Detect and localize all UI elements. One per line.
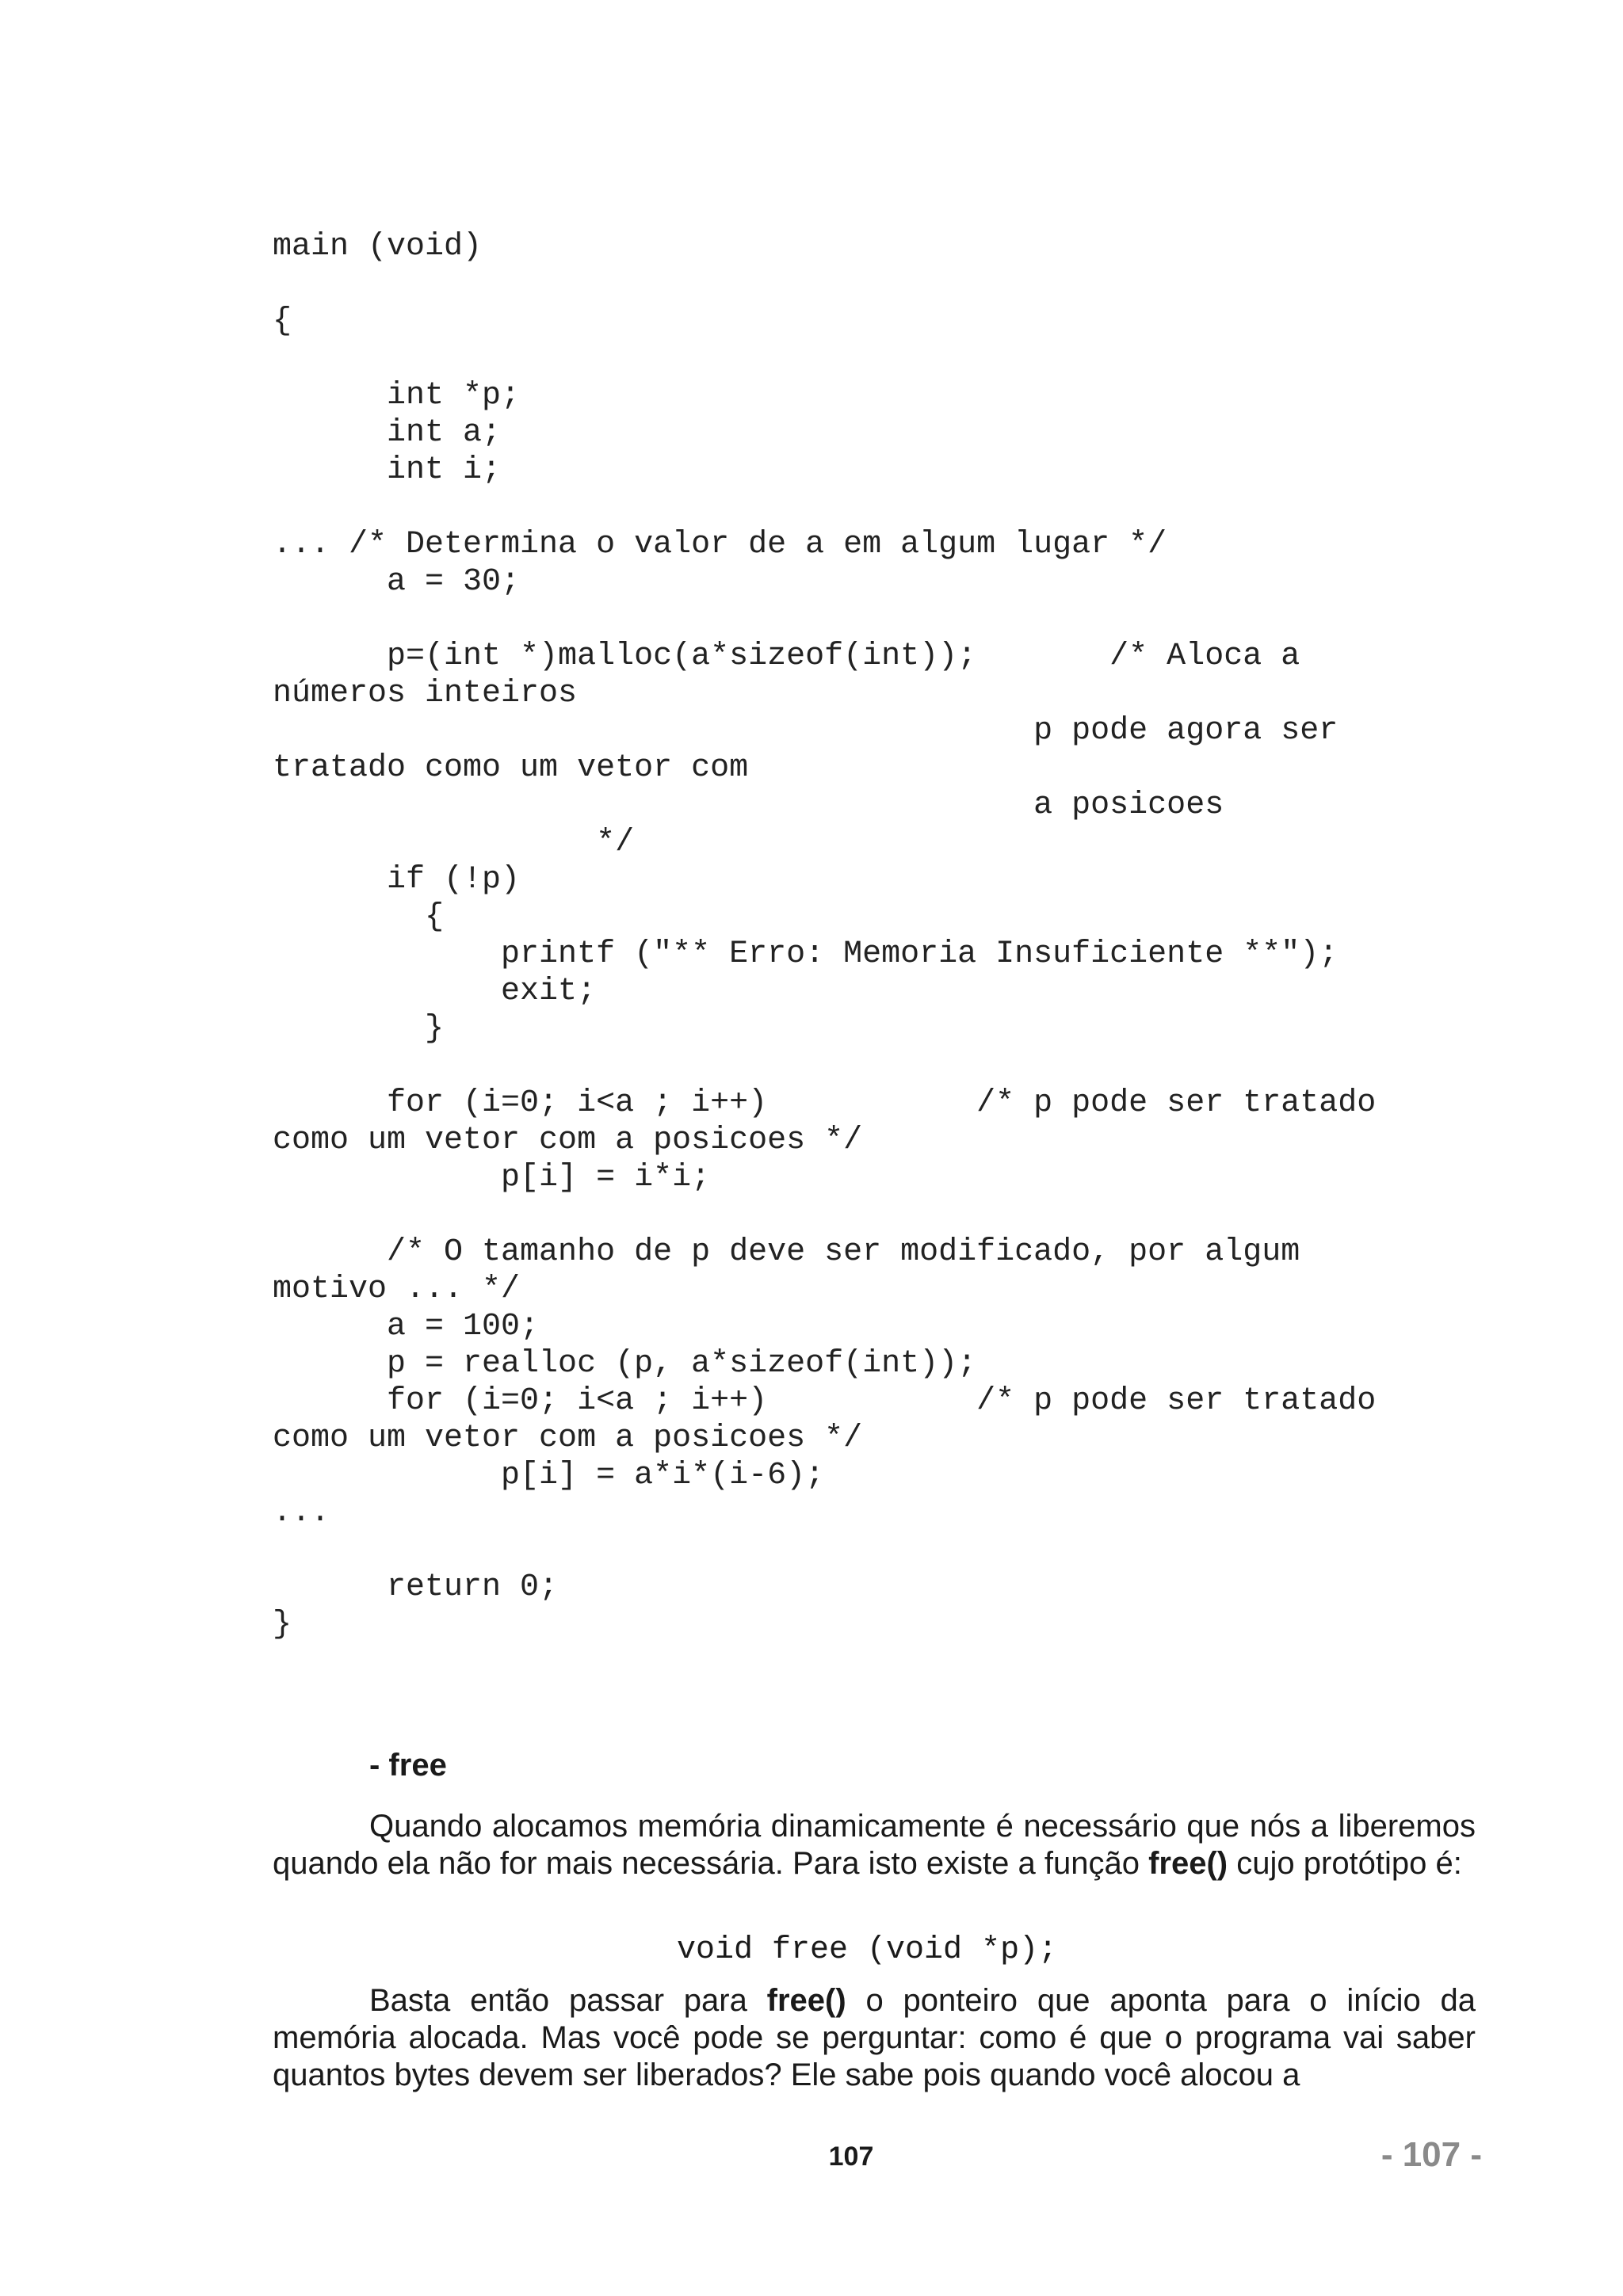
code-listing	[273, 228, 1477, 1643]
code-line: como um vetor com a posicoes */	[273, 1421, 863, 1456]
code-line: a = 30;	[273, 564, 521, 600]
code-line: for (i=0; i<a ; i++) /* p pode ser tratado	[273, 1085, 1377, 1121]
code-line: p[i] = i*i;	[273, 1160, 711, 1196]
code-line: ...	[273, 1495, 330, 1531]
code-line: {	[273, 899, 445, 935]
code-line: */	[273, 825, 635, 860]
paragraph-text: cujo protótipo é:	[1228, 1846, 1462, 1881]
page-number-center: 107	[828, 2142, 874, 2172]
code-line	[273, 1047, 1477, 1085]
code-line: }	[273, 1607, 292, 1642]
code-line	[273, 1196, 1477, 1234]
code-line	[273, 340, 1477, 377]
code-line: p pode agora ser	[273, 713, 1338, 749]
code-line: for (i=0; i<a ; i++) /* p pode ser tratado	[273, 1383, 1377, 1419]
function-name-free: free()	[766, 1983, 846, 2018]
code-line: a posicoes	[273, 788, 1224, 823]
paragraph-text: Quando alocamos memória dinamicamente é necessário que nós a liberemos quando ela não for mais necessária. Para isto existe a função	[273, 1809, 1476, 1881]
page-number-right: - 107 -	[1381, 2135, 1482, 2174]
paragraph-text: o ponteiro que aponta para o início da memória alocada. Mas você pode se perguntar: como é que o programa vai saber quantos bytes devem ser liberados? Ele sabe pois quando você alocou a	[273, 1983, 1476, 2092]
code-line: return 0;	[273, 1569, 559, 1605]
free-prototype: void free (void *p);	[677, 1932, 1058, 1968]
code-line: p[i] = a*i*(i-6);	[273, 1458, 825, 1493]
code-line: como um vetor com a posicoes */	[273, 1123, 863, 1158]
code-line: p = realloc (p, a*sizeof(int));	[273, 1346, 977, 1382]
code-line: a = 100;	[273, 1309, 540, 1344]
code-line: if (!p)	[273, 862, 521, 898]
code-line: tratado como um vetor com	[273, 750, 749, 786]
code-line: p=(int *)malloc(a*sizeof(int)); /* Aloca a	[273, 639, 1300, 674]
code-line: int *p;	[273, 378, 521, 414]
code-line	[273, 601, 1477, 638]
code-line: motivo ... */	[273, 1272, 521, 1307]
code-line: int a;	[273, 415, 502, 451]
paragraph-free-usage	[273, 1982, 1476, 2094]
function-name-free: free()	[1148, 1846, 1228, 1881]
section-heading-free: - free	[369, 1748, 447, 1783]
code-line: int i;	[273, 452, 502, 488]
paragraph-free-intro	[273, 1808, 1476, 1882]
code-line: exit;	[273, 974, 597, 1009]
code-line: ... /* Determina o valor de a em algum lugar */	[273, 527, 1167, 563]
code-line: }	[273, 1011, 445, 1047]
code-line: main (void)	[273, 229, 483, 265]
paragraph-text: Basta então passar para	[369, 1983, 767, 2018]
code-line	[273, 489, 1477, 526]
code-line: números inteiros	[273, 676, 578, 711]
code-line: {	[273, 303, 292, 339]
code-line: printf ("** Erro: Memoria Insuficiente **");	[273, 936, 1338, 972]
code-line	[273, 1531, 1477, 1569]
code-line: /* O tamanho de p deve ser modificado, por algum	[273, 1234, 1300, 1270]
code-line	[273, 265, 1477, 303]
